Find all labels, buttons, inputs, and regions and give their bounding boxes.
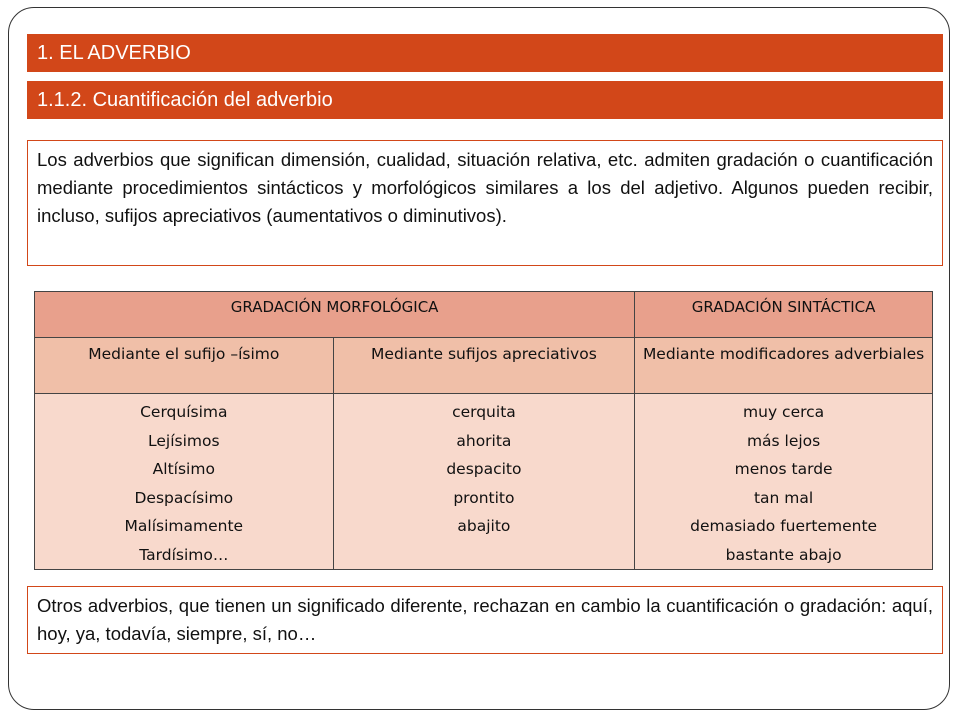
header-sintactica: GRADACIÓN SINTÁCTICA — [635, 292, 933, 338]
example-item: cerquita — [452, 403, 516, 421]
example-item: ahorita — [456, 431, 512, 450]
intro-text-box — [27, 140, 943, 266]
example-item: bastante abajo — [725, 545, 842, 564]
column-isimo-examples — [35, 394, 334, 570]
page-title: 1. EL ADVERBIO — [37, 42, 191, 64]
example-item: Cerquísima — [140, 403, 228, 421]
example-item: Malísimamente — [124, 517, 244, 535]
subheader-sufijo-isimo: Mediante el sufijo –ísimo — [35, 338, 334, 394]
example-item: Tardísimo… — [139, 545, 229, 564]
section-subtitle: 1.1.2. Cuantificación del adverbio — [37, 89, 333, 111]
outro-text: Otros adverbios, que tienen un significado diferente, rechazan en cambio la cuantificación o gradación: aquí, hoy, ya, todavía, siempre, sí, no… — [37, 595, 933, 644]
table-body-row — [35, 394, 933, 570]
outro-text-box — [27, 586, 943, 654]
example-item: muy cerca — [743, 403, 825, 421]
table-header-row — [35, 292, 933, 338]
example-item: Despacísimo — [134, 488, 234, 507]
example-item: más lejos — [746, 431, 821, 450]
subheader-modificadores: Mediante modificadores adverbiales — [635, 338, 933, 394]
title-banner — [27, 34, 943, 72]
example-item: abajito — [457, 517, 511, 535]
example-item: demasiado fuertemente — [690, 517, 878, 535]
example-item: Altísimo — [152, 460, 215, 478]
intro-text: Los adverbios que significan dimensión, cualidad, situación relativa, etc. admiten gradación o cuantificación mediante procedimientos sintácticos y morfológicos similares a los del adjetivo. Algunos pueden recibir, incluso, sufijos apreciativos (aumentativos o diminutivos). — [37, 149, 933, 226]
example-item: despacito — [446, 460, 522, 478]
column-modificadores-examples — [635, 394, 933, 570]
column-apreciativos-examples — [333, 394, 635, 570]
example-item: prontito — [453, 488, 515, 507]
gradation-table — [34, 291, 933, 570]
subheader-sufijos-apreciativos: Mediante sufijos apreciativos — [333, 338, 635, 394]
header-morfologica: GRADACIÓN MORFOLÓGICA — [35, 292, 635, 338]
example-item: tan mal — [753, 488, 814, 507]
example-item: menos tarde — [734, 460, 833, 478]
subtitle-banner — [27, 81, 943, 119]
example-item: Lejísimos — [148, 431, 220, 450]
table-subheader-row — [35, 338, 933, 394]
